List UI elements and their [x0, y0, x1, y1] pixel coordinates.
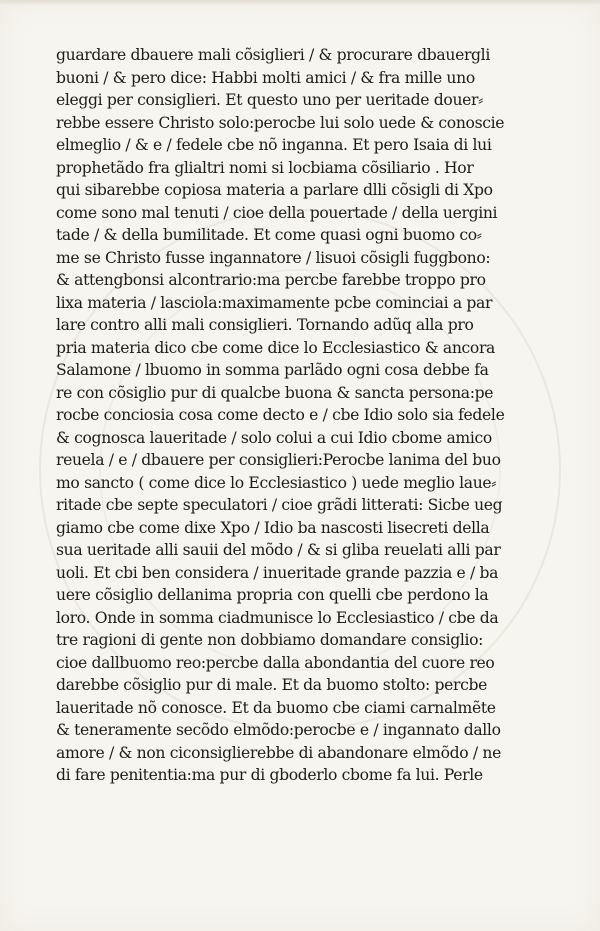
text-line: uoli. Et cbi ben considera / inueritade grande pazzia e / ba [56, 563, 499, 582]
text-line: darebbe cõsiglio pur di male. Et da buomo stolto: percbe [56, 676, 488, 694]
text-line: come sono mal tenuti / cioe della pouertade / della uergini [56, 203, 498, 222]
text-line: sua ueritade alli sauii del mõdo / & si gliba reuelati alli par [56, 541, 501, 559]
text-line: guardare dbauere mali cõsiglieri / & procurare dbauergli [56, 46, 490, 64]
text-line: giamo cbe come dixe Xpo / Idio ba nascosti lisecreti della [56, 518, 490, 537]
text-line: rocbe conciosia cosa come decto e / cbe Idio solo sia fedele [56, 406, 505, 424]
text-line: rebbe essere Christo solo:perocbe lui solo uede & conoscie [56, 113, 505, 132]
text-line: pria materia dico cbe come dice lo Ecclesiastico & ancora [56, 338, 496, 357]
text-line: & teneramente secõdo elmõdo:perocbe e / ingannato dallo [56, 721, 501, 739]
text-line: uere cõsiglio dellanima propria con quelli cbe perdono la [56, 586, 489, 604]
text-line: Salamone / lbuomo in somma parlãdo ogni cosa debbe fa [56, 361, 489, 379]
text-line: ritade cbe septe speculatori / cioe grãdi litterati: Sicbe ueg [56, 496, 503, 514]
text-line: reuela / e / dbauere per consiglieri:Perocbe lanima del buo [56, 451, 501, 469]
text-line: & attengbonsi alcontrario:ma percbe farebbe troppo pro [56, 271, 486, 289]
text-line: lixa materia / lasciola:maximamente pcbe cominciai a par [56, 293, 493, 312]
text-line: buoni / & pero dice: Habbi molti amici / & fra mille uno [56, 68, 475, 87]
text-line: amore / & non ciconsiglierebbe di abandonare elmõdo / ne [56, 743, 501, 762]
text-line: tade / & della bumilitade. Et come quasi ogni buomo co⸗ [56, 226, 482, 244]
text-line: qui sibarebbe copiosa materia a parlare dlli cõsigli di Xpo [56, 181, 493, 199]
text-line: lare contro alli mali consiglieri. Tornando adũq alla pro [56, 316, 474, 334]
text-line: elmeglio / & e / fedele cbe nõ inganna. Et pero Isaia di lui [56, 136, 492, 154]
text-line: & cognosca laueritade / solo colui a cui Idio cbome amico [56, 428, 492, 447]
text-line: mo sancto ( come dice lo Ecclesiastico ) uede meglio laue⸗ [56, 473, 497, 492]
text-line: prophetãdo fra glialtri nomi si locbiama cõsiliario . Hor [56, 158, 474, 177]
text-line: me se Christo fusse ingannatore / lisuoi cõsigli fuggbono: [56, 248, 491, 267]
text-line: di fare penitentia:ma pur di gboderlo cbome fa lui. Perle [56, 766, 483, 784]
text-block [56, 44, 504, 787]
text-line: re con cõsiglio pur di qualcbe buona & sancta persona:pe [56, 383, 494, 402]
text-line: loro. Onde in somma ciadmunisce lo Ecclesiastico / cbe da [56, 608, 499, 627]
text-line: cioe dallbuomo reo:percbe dalla abondantia del cuore reo [56, 653, 495, 672]
text-line: tre ragioni di gente non dobbiamo domandare consiglio: [56, 631, 484, 649]
text-line: eleggi per consiglieri. Et questo uno per ueritade douer⸗ [56, 91, 483, 109]
text-line: laueritade nõ conosce. Et da buomo cbe ciami carnalmẽte [56, 698, 496, 717]
